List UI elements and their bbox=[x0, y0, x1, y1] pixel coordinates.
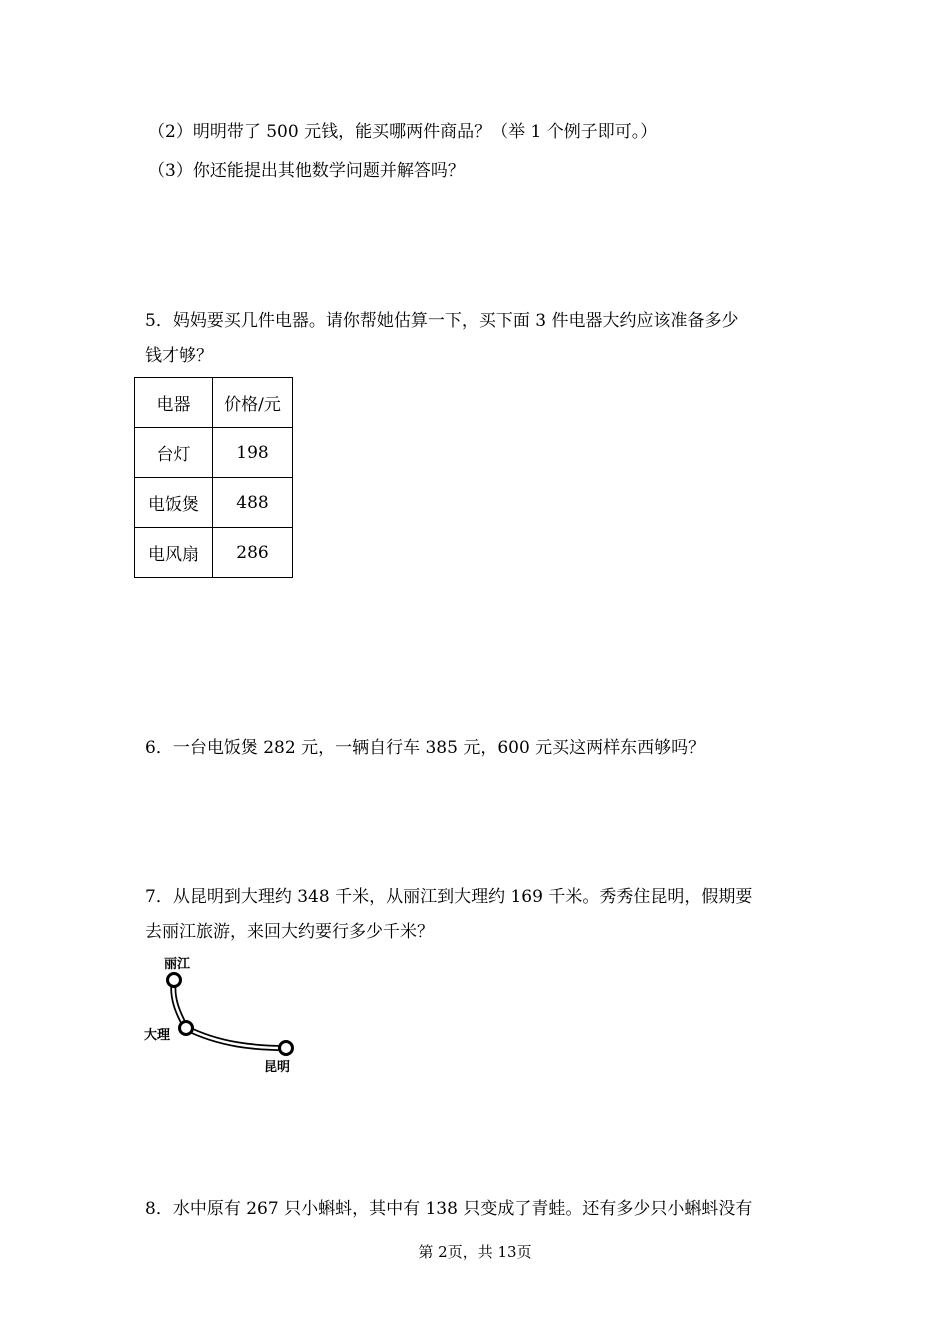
table-cell: 488 bbox=[213, 478, 293, 528]
table-row bbox=[135, 478, 293, 528]
question-4-part-3: （3）你还能提出其他数学问题并解答吗？ bbox=[148, 161, 465, 181]
table-cell: 286 bbox=[213, 528, 293, 578]
table-header-cell: 价格/元 bbox=[213, 378, 293, 428]
appliance-price-table bbox=[134, 377, 293, 578]
table-cell: 电风扇 bbox=[135, 528, 213, 578]
table-row bbox=[135, 528, 293, 578]
question-7-text: 7．从昆明到大理约 348 千米，从丽江到大理约 169 千米。秀秀住昆明，假期要 bbox=[145, 887, 753, 907]
question-6-text: 6．一台电饭煲 282 元，一辆自行车 385 元，600 元买这两样东西够吗？ bbox=[145, 738, 706, 758]
table-cell: 电饭煲 bbox=[135, 478, 213, 528]
route-map bbox=[140, 953, 320, 1078]
map-label-lijiang: 丽江 bbox=[164, 957, 191, 972]
table-cell: 台灯 bbox=[135, 428, 213, 478]
page-footer: 第 2页，共 13页 bbox=[418, 1243, 532, 1261]
question-5-text-cont: 钱才够？ bbox=[145, 346, 213, 366]
table-row bbox=[135, 428, 293, 478]
table-cell: 198 bbox=[213, 428, 293, 478]
map-label-kunming: 昆明 bbox=[264, 1060, 291, 1075]
question-8-text: 8．水中原有 267 只小蝌蚪，其中有 138 只变成了青蛙。还有多少只小蝌蚪没有 bbox=[145, 1199, 753, 1219]
table-header-row bbox=[135, 378, 293, 428]
question-4-part-2: （2）明明带了 500 元钱，能买哪两件商品？（举 1 个例子即可。） bbox=[148, 122, 658, 142]
question-7-text-cont: 去丽江旅游，来回大约要行多少千米？ bbox=[145, 922, 434, 942]
map-label-dali: 大理 bbox=[144, 1028, 171, 1043]
table-header-cell: 电器 bbox=[135, 378, 213, 428]
question-5-text: 5．妈妈要买几件电器。请你帮她估算一下，买下面 3 件电器大约应该准备多少 bbox=[145, 311, 739, 331]
